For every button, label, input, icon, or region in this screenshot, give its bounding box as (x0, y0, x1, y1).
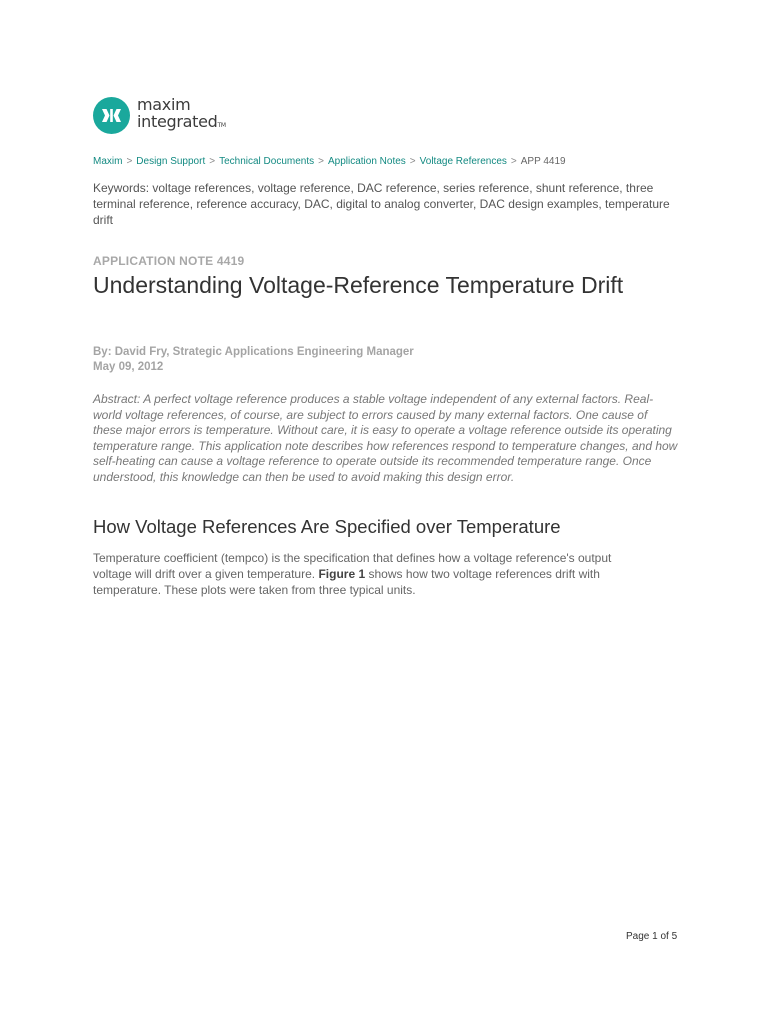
breadcrumb-separator: > (209, 156, 216, 167)
byline (93, 345, 414, 375)
brand-name-line2-text: integrated (137, 112, 218, 131)
breadcrumb (93, 156, 566, 167)
body-text-before: Temperature coefficient (tempco) is the specification that defines how a voltage reference's output voltage will drift over a given temperature. (93, 551, 612, 581)
breadcrumb-separator: > (510, 156, 517, 167)
breadcrumb-separator: > (318, 156, 324, 167)
publish-date: May 09, 2012 (93, 361, 164, 373)
maxim-wordmark (137, 96, 226, 134)
breadcrumb-link-design-support[interactable]: Design Support (136, 156, 206, 167)
brand-name-line2 (137, 113, 226, 134)
breadcrumb-separator: > (409, 156, 416, 167)
maxim-logo-icon (93, 97, 130, 134)
maxim-logo (93, 96, 226, 134)
app-note-label: APPLICATION NOTE 4419 (93, 254, 245, 268)
maxim-mark-glyph-icon (93, 97, 130, 134)
breadcrumb-link-application-notes[interactable]: Application Notes (327, 156, 406, 167)
breadcrumb-current: APP 4419 (520, 156, 566, 167)
breadcrumb-link-maxim[interactable]: Maxim (93, 156, 123, 167)
breadcrumb-separator: > (126, 156, 133, 167)
body-text-after: shows how two voltage references drift with temperature. These plots were taken from three typical units. (93, 567, 600, 597)
abstract: Abstract: A perfect voltage reference produces a stable voltage independent of any external factors. Real-world voltage references, of course, are subject to errors caused by many external factors. One cause of these major errors is temperature. Without care, it is easy to operate a voltage reference outside its operating temperature range. This application note describes how references respond to temperature changes, and how self-heating can cause a voltage reference to operate outside its recommended temperature range. Once understood, this knowledge can then be used to avoid making this design error. (93, 392, 678, 484)
page-title: Understanding Voltage-Reference Temperature Drift (93, 272, 624, 298)
body-paragraph (93, 550, 653, 598)
keywords: Keywords: voltage references, voltage reference, DAC reference, series reference, shunt reference, three terminal reference, reference accuracy, DAC, digital to analog converter, DAC design examples, temperature drift (93, 181, 670, 227)
breadcrumb-link-voltage-references[interactable]: Voltage References (419, 156, 507, 167)
author: By: David Fry, Strategic Applications Engineering Manager (93, 346, 414, 358)
trademark: TM (217, 122, 226, 129)
brand-name-line1: maxim (137, 95, 191, 114)
section-heading: How Voltage References Are Specified over Temperature (93, 516, 561, 537)
page-number: Page 1 of 5 (626, 931, 678, 942)
figure-reference: Figure 1 (318, 567, 366, 581)
breadcrumb-link-technical-documents[interactable]: Technical Documents (219, 156, 315, 167)
